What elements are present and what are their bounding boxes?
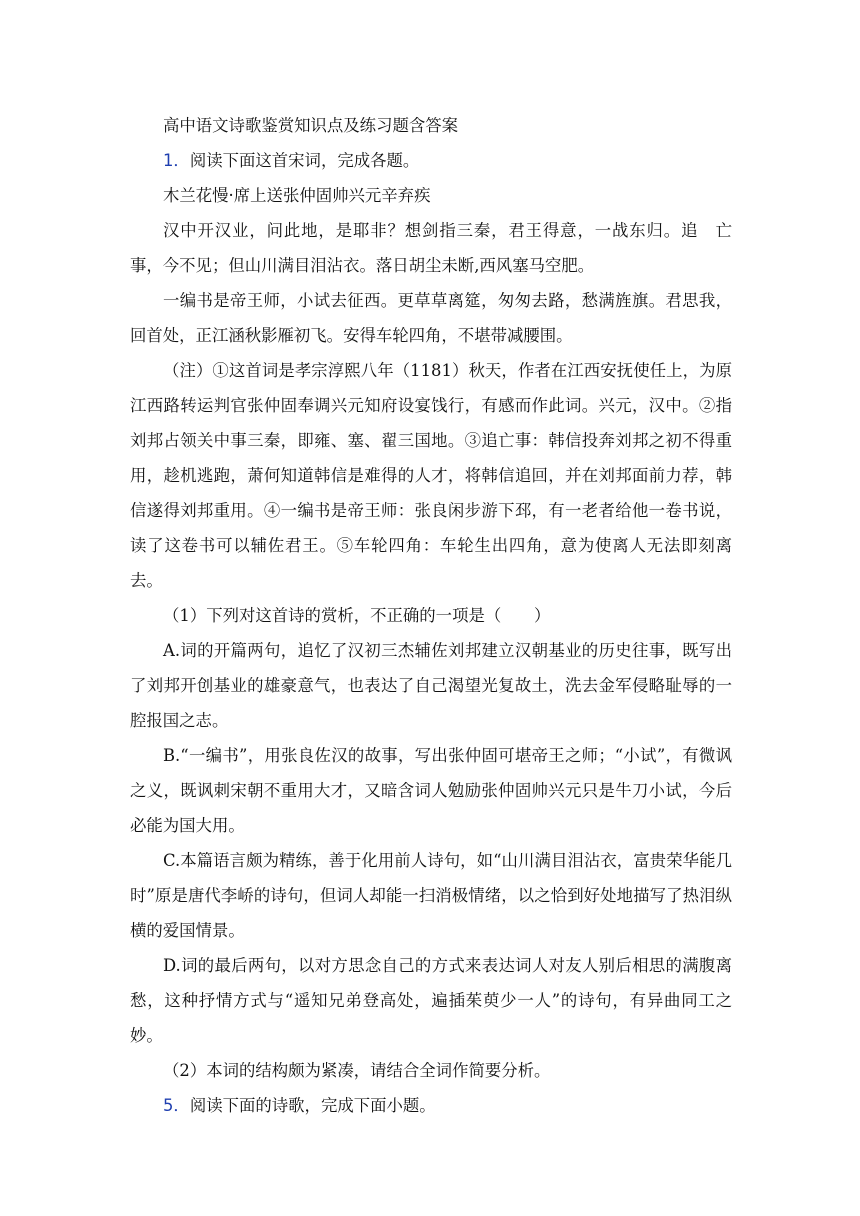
sub-question-2-prompt: （2）本词的结构颇为紧凑，请结合全词作简要分析。 [163, 1061, 551, 1080]
question-1-prompt: 阅读下面这首宋词，完成各题。 [189, 151, 420, 170]
poem-notes: （注）①这首词是孝宗淳熙八年（1181）秋天，作者在江西安抚使任上，为原江西路转运判官张仲固奉调兴元知府设宴饯行，有感而作此词。兴元，汉中。②指刘邦占领关中事三秦，即雍、塞、翟三国地。③追亡事：韩信投奔刘邦之初不得重用，趁机逃跑，萧何知道韩信是难得的人才，将韩信追回，并在刘邦面前力荐，韩信遂得刘邦重用。④一编书是帝王师：张良闲步游下邳，有一老者给他一卷书说，读了这卷书可以辅佐君王。⑤车轮四角：车轮生出四角，意为使离人无法即刻离去。 [130, 361, 732, 590]
question-5-number: 5． [163, 1096, 190, 1115]
question-5-heading [130, 1088, 732, 1123]
sub-question-1-prompt: （1）下列对这首诗的赏析，不正确的一项是（ ） [163, 606, 551, 625]
option-d: D.词的最后两句，以对方思念自己的方式来表达词人对友人别后相思的满腹离愁，这种抒情方式与“遥知兄弟登高处，遍插茱萸少一人”的诗句，有异曲同工之妙。 [130, 956, 732, 1045]
poem-stanza-2: 一编书是帝王师，小试去征西。更草草离筵，匆匆去路，愁满旌旗。君思我，回首处，正江涵秋影雁初飞。安得车轮四角，不堪带减腰围。 [130, 291, 732, 345]
poem-title: 木兰花慢·席上送张仲固帅兴元辛弃疾 [163, 186, 431, 205]
option-a: A.词的开篇两句，追忆了汉初三杰辅佐刘邦建立汉朝基业的历史往事，既写出了刘邦开创基业的雄豪意气，也表达了自己渴望光复故土，洗去金军侵略耻辱的一腔报国之志。 [130, 641, 732, 730]
option-b: B.“一编书”，用张良佐汉的故事，写出张仲固可堪帝王之师；“小试”，有微讽之义，既讽刺宋朝不重用大才，又暗含词人勉励张仲固帅兴元只是牛刀小试，今后必能为国大用。 [130, 746, 732, 835]
question-5-prompt: 阅读下面的诗歌，完成下面小题。 [189, 1096, 436, 1115]
question-1-heading [130, 143, 732, 178]
document-title: 高中语文诗歌鉴赏知识点及练习题含答案 [163, 116, 459, 135]
document-body [130, 108, 732, 1123]
option-c: C.本篇语言颇为精练，善于化用前人诗句，如“山川满目泪沾衣，富贵荣华能几时”原是唐代李峤的诗句，但词人却能一扫消极情绪，以之恰到好处地描写了热泪纵横的爱国情景。 [130, 851, 732, 940]
question-1-number: 1． [163, 151, 190, 170]
poem-stanza-1: 汉中开汉业，问此地，是耶非？想剑指三秦，君王得意，一战东归。追 亡事，今不见；但山川满目泪沾衣。落日胡尘未断,西风塞马空肥。 [130, 221, 732, 275]
